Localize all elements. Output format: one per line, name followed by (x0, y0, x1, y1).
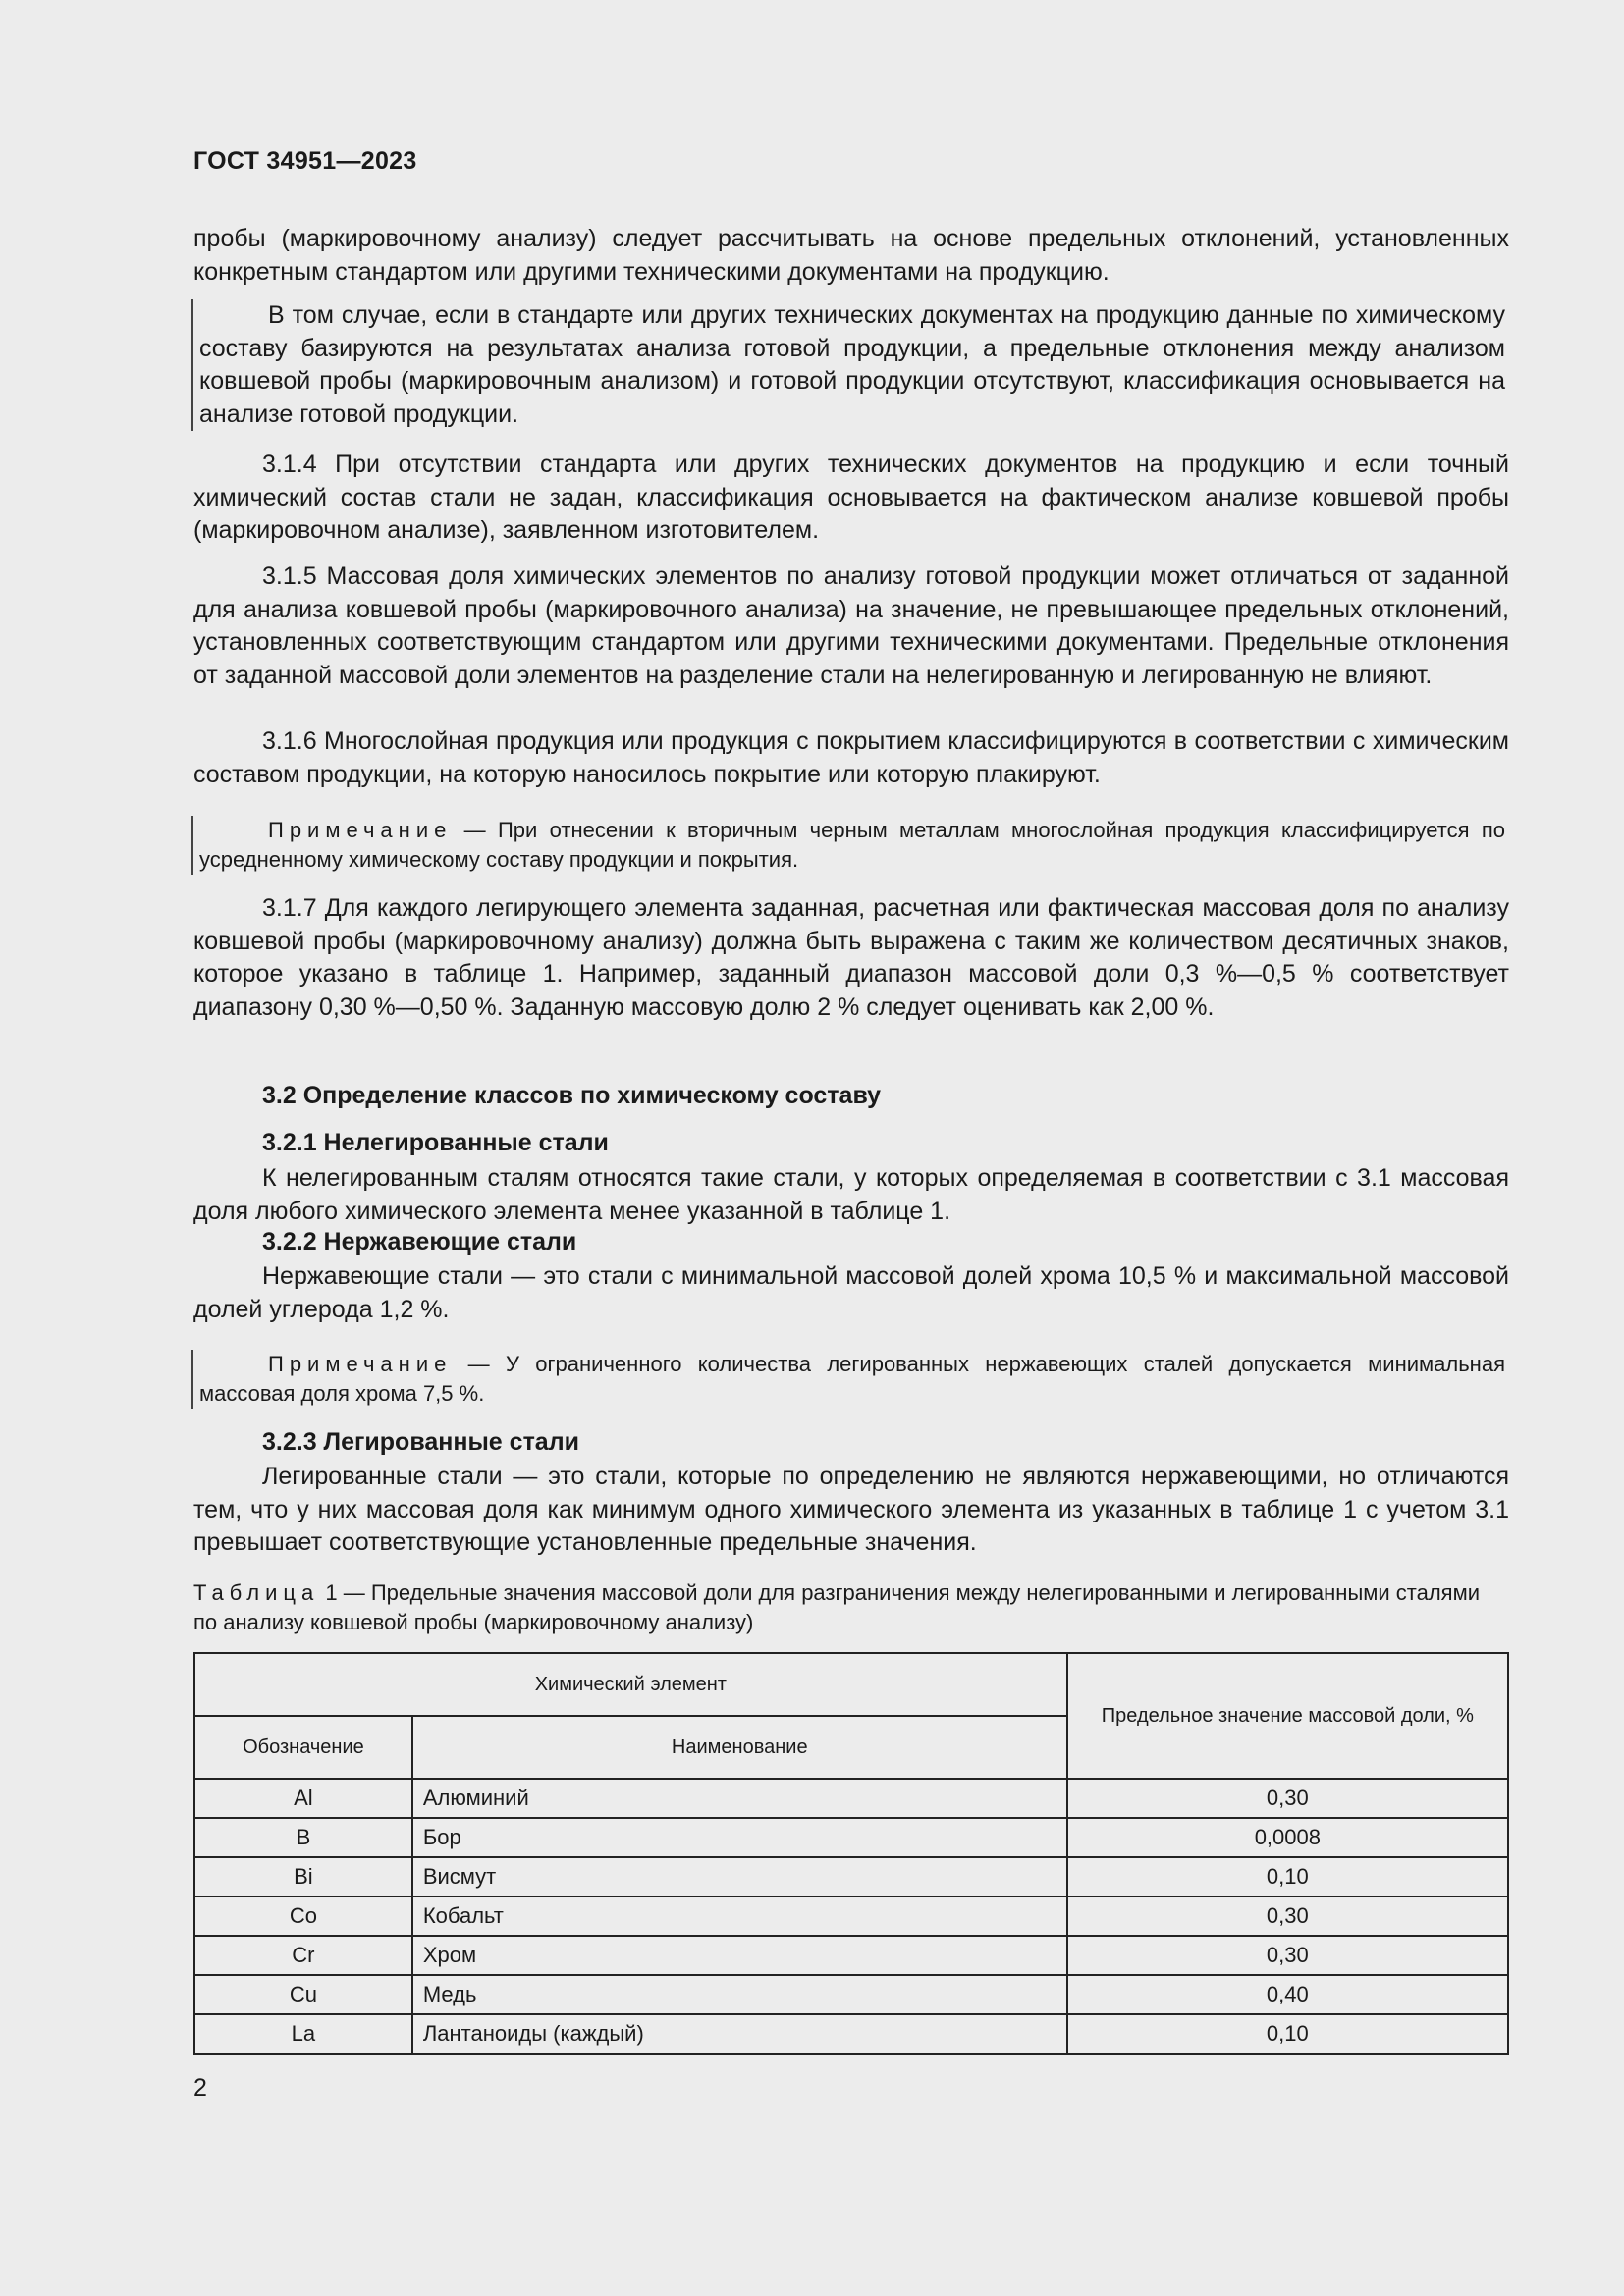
cell-symbol: Al (194, 1779, 412, 1818)
note-label: Примечание (268, 818, 453, 842)
table-col-name: Наименование (412, 1716, 1067, 1779)
cell-value: 0,10 (1067, 1857, 1508, 1896)
cell-symbol: B (194, 1818, 412, 1857)
table-caption: Таблица 1 — Предельные значения массовой доли для разграничения между нелегированными и легированными сталями по анализу ковшевой пробы (маркировочному анализу) (193, 1580, 1481, 1634)
cell-name: Алюминий (412, 1779, 1067, 1818)
paragraph-continuation: пробы (маркировочному анализу) следует рассчитывать на основе предельных отклонений, установленных конкретным стандартом или другими техническими документами на продукцию. (193, 225, 1509, 286)
cell-symbol: La (194, 2014, 412, 2054)
cell-name: Бор (412, 1818, 1067, 1857)
table-caption-label: Таблица (193, 1580, 320, 1605)
table-col-symbol: Обозначение (194, 1716, 412, 1779)
cell-value: 0,30 (1067, 1779, 1508, 1818)
note-stainless: Примечание — У ограниченного количества легированных нержавеющих сталей допускается минимальная массовая доля хрома 7,5 %. (191, 1350, 1505, 1409)
page-number: 2 (193, 2074, 207, 2102)
note-multilayer: Примечание — При отнесении к вторичным черным металлам многослойная продукция классифицируется по усредненному химическому составу продукции и покрытия. (191, 816, 1505, 875)
cell-symbol: Cr (194, 1936, 412, 1975)
cell-name: Кобальт (412, 1896, 1067, 1936)
table-row (194, 1936, 1508, 1975)
paragraph-finished-product: В том случае, если в стандарте или других технических документах на продукцию данные по химическому составу базируются на результатах анализа готовой продукции, а предельные отклонения между анализом ковшевой пробы (маркировочным анализом) и готовой продукции отсутствуют, классификация основывается на анализе готовой продукции. (191, 299, 1505, 431)
cell-name: Лантаноиды (каждый) (412, 2014, 1067, 2054)
limits-table (193, 1652, 1509, 2055)
table-col-value: Предельное значение массовой доли, % (1067, 1653, 1508, 1779)
cell-symbol: Co (194, 1896, 412, 1936)
note-label: Примечание (268, 1352, 453, 1376)
clause-3-2-1-text: К нелегированным сталям относятся такие стали, у которых определяемая в соответствии с 3.1 массовая доля любого химического элемента менее указанной в таблице 1. (193, 1164, 1509, 1225)
table-row (194, 1779, 1508, 1818)
table-row (194, 1896, 1508, 1936)
cell-name: Медь (412, 1975, 1067, 2014)
table-row (194, 1857, 1508, 1896)
section-heading-3-2-2: 3.2.2 Нержавеющие стали (262, 1228, 577, 1255)
clause-3-2-3-text: Легированные стали — это стали, которые по определению не являются нержавеющими, но отличаются тем, что у них массовая доля как минимум одного химического элемента из указанных в таблице 1 с учетом 3.1 превышает соответствующие установленные предельные значения. (193, 1463, 1509, 1556)
table-row (194, 1975, 1508, 2014)
cell-name: Висмут (412, 1857, 1067, 1896)
cell-value: 0,40 (1067, 1975, 1508, 2014)
document-header: ГОСТ 34951—2023 (193, 147, 417, 175)
clause-3-1-5: 3.1.5 Массовая доля химических элементов по анализу готовой продукции может отличаться от заданной для анализа ковшевой пробы (маркировочного анализа) на значение, не превышающее предельных отклонений, установленных соответствующим стандартом или другими техническими документами. Предельные отклонения от заданной массовой доли элементов на разделение стали на нелегированную и легированную не влияют. (193, 562, 1509, 689)
clause-3-1-7: 3.1.7 Для каждого легирующего элемента заданная, расчетная или фактическая массовая доля по анализу ковшевой пробы (маркировочному анализу) должна быть выражена с таким же количеством десятичных знаков, которое указано в таблице 1. Например, заданный диапазон массовой доли 0,3 %—0,5 % соответствует диапазону 0,30 %—0,50 %. Заданную массовую долю 2 % следует оценивать как 2,00 %. (193, 894, 1509, 1021)
section-heading-3-2-3: 3.2.3 Легированные стали (262, 1428, 579, 1456)
table-row (194, 2014, 1508, 2054)
cell-symbol: Cu (194, 1975, 412, 2014)
cell-value: 0,0008 (1067, 1818, 1508, 1857)
section-heading-3-2-1: 3.2.1 Нелегированные стали (262, 1129, 609, 1156)
cell-name: Хром (412, 1936, 1067, 1975)
section-heading-3-2: 3.2 Определение классов по химическому составу (262, 1082, 882, 1109)
table-group-header: Химический элемент (194, 1653, 1067, 1716)
clause-3-1-4: 3.1.4 При отсутствии стандарта или других технических документов на продукцию и если точный химический состав стали не задан, классификация основывается на фактическом анализе ковшевой пробы (маркировочном анализе), заявленном изготовителем. (193, 451, 1509, 544)
cell-value: 0,10 (1067, 2014, 1508, 2054)
cell-symbol: Bi (194, 1857, 412, 1896)
cell-value: 0,30 (1067, 1936, 1508, 1975)
clause-3-2-2-text: Нержавеющие стали — это стали с минимальной массовой долей хрома 10,5 % и максимальной массовой долей углерода 1,2 %. (193, 1262, 1509, 1323)
clause-3-1-6: 3.1.6 Многослойная продукция или продукция с покрытием классифицируются в соответствии с химическим составом продукции, на которую наносилось покрытие или которую плакируют. (193, 727, 1509, 788)
table-row (194, 1818, 1508, 1857)
cell-value: 0,30 (1067, 1896, 1508, 1936)
